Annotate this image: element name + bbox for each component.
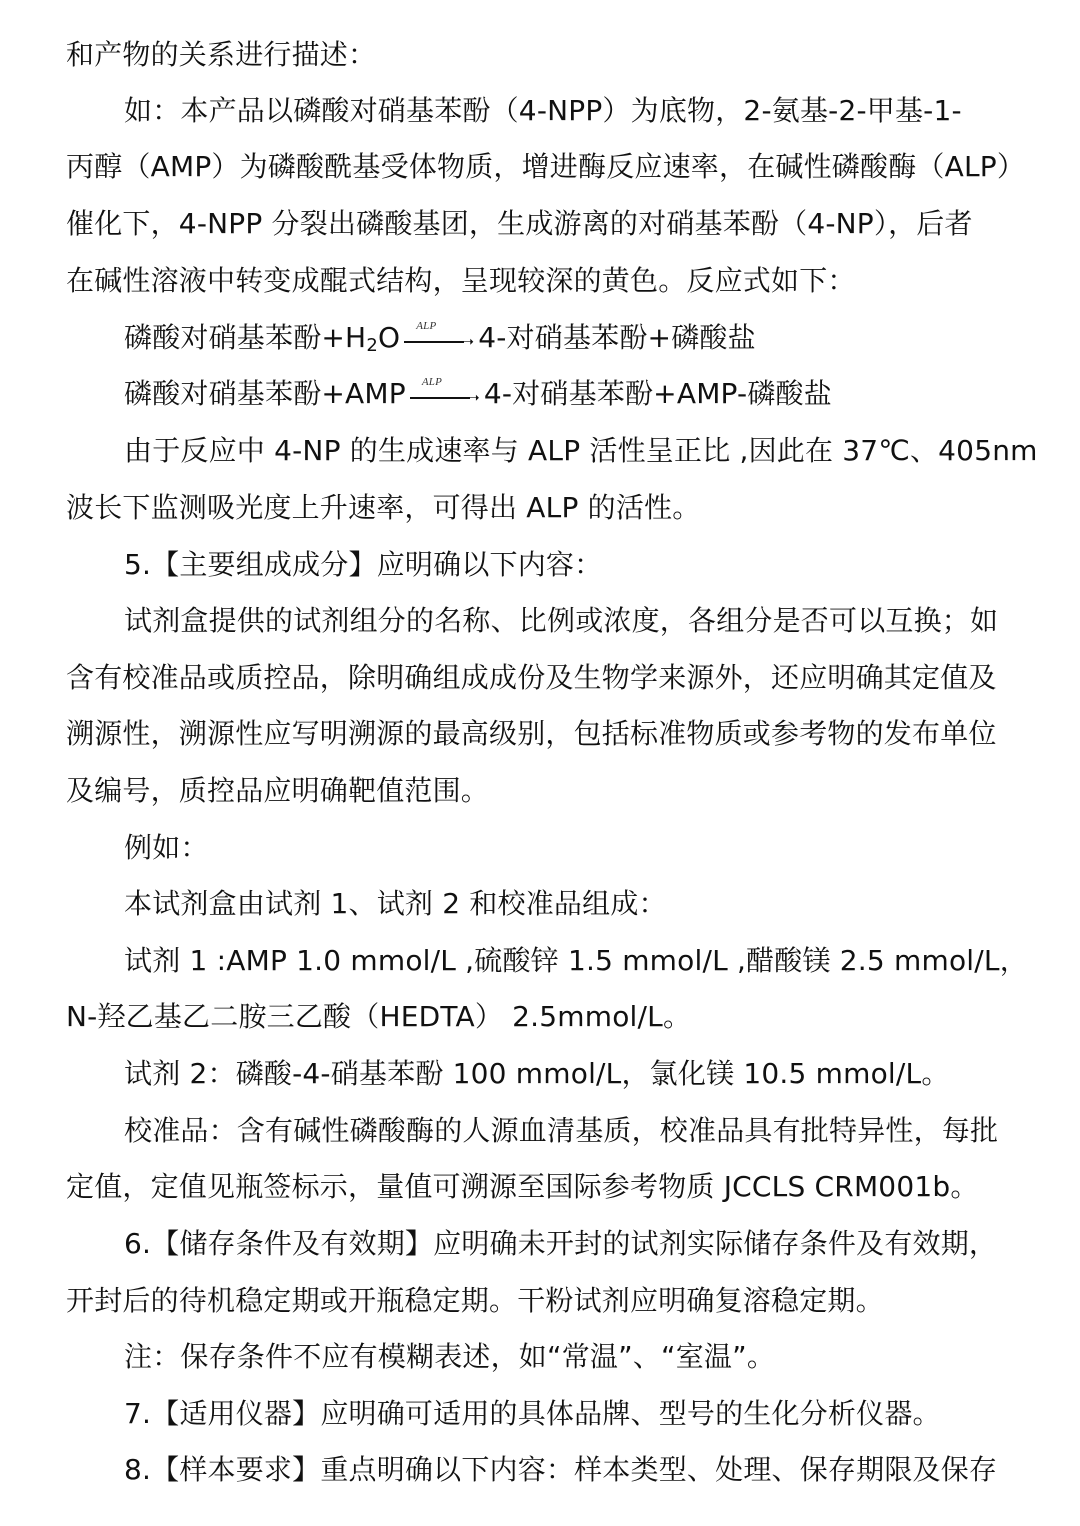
text-line: 及编号，质控品应明确靶值范围。: [66, 774, 490, 807]
catalyst-label: ALP: [416, 320, 437, 332]
reaction-arrow-icon: ALP ➝: [402, 310, 476, 366]
text-line: 如：本产品以磷酸对硝基苯酚（4-NPP）为底物，2-氨基-2-甲基-1-: [124, 94, 962, 127]
text-line: N-羟乙基乙二胺三乙酸（HEDTA） 2.5mmol/L。: [66, 1000, 692, 1033]
section-heading: 5.【主要组成成分】应明确以下内容：: [124, 548, 603, 581]
section-heading: 7.【适用仪器】应明确可适用的具体品牌、型号的生化分析仪器。: [124, 1397, 941, 1430]
text-line: 注：保存条件不应有模糊表述，如“常温”、“室温”。: [124, 1340, 776, 1373]
text-line: 溯源性，溯源性应写明溯源的最高级别，包括标准物质或参考物的发布单位: [66, 717, 997, 750]
text-line: 由于反应中 4-NP 的生成速率与 ALP 活性呈正比 ,因此在 37℃、405nm: [124, 434, 1038, 467]
text-line: 校准品：含有碱性磷酸酶的人源血清基质，校准品具有批特异性，每批: [124, 1114, 999, 1147]
text-line: 试剂 2：磷酸-4-硝基苯酚 100 mmol/L，氯化镁 10.5 mmol/L。: [124, 1057, 950, 1090]
equation-products: 4-对硝基苯酚+AMP-磷酸盐: [483, 377, 832, 410]
subscript: 2: [366, 335, 378, 356]
text-line: 试剂 1 :AMP 1.0 mmol/L ,硫酸锌 1.5 mmol/L ,醋酸镁 2.5 mmol/L，: [124, 944, 1028, 977]
text-line: 本试剂盒由试剂 1、试剂 2 和校准品组成：: [124, 887, 667, 920]
text-line: 含有校准品或质控品，除明确组成成份及生物学来源外，还应明确其定值及: [66, 661, 997, 694]
text-line: 丙醇（AMP）为磷酸酰基受体物质，增进酶反应速率，在碱性磷酸酶（ALP）: [66, 150, 1026, 183]
reaction-equation-2: [124, 366, 1016, 422]
text-line: 波长下监测吸光度上升速率，可得出 ALP 的活性。: [66, 491, 701, 524]
text-line: 和产物的关系进行描述：: [66, 38, 377, 71]
section-heading: 6.【储存条件及有效期】应明确未开封的试剂实际储存条件及有效期，: [124, 1227, 998, 1260]
text-line: 定值，定值见瓶签标示，量值可溯源至国际参考物质 JCCLS CRM001b。: [66, 1170, 979, 1203]
equation-reactants: 磷酸对硝基苯酚$+H_2O$: [124, 321, 401, 356]
reaction-arrow-icon: ALP ➝: [408, 366, 482, 422]
section-heading: 8.【样本要求】重点明确以下内容：样本类型、处理、保存期限及保存: [124, 1453, 998, 1486]
text-line: 例如：: [124, 831, 209, 864]
text-line: 开封后的待机稳定期或开瓶稳定期。干粉试剂应明确复溶稳定期。: [66, 1284, 884, 1317]
text-line: 试剂盒提供的试剂组分的名称、比例或浓度，各组分是否可以互换；如: [124, 604, 999, 637]
equation-products: 4-对硝基苯酚+磷酸盐: [478, 321, 756, 354]
reaction-equation-1: [124, 310, 1016, 366]
text-line: 催化下，4-NPP 分裂出磷酸基团，生成游离的对硝基苯酚（4-NP），后者: [66, 207, 973, 240]
equation-reactants: 磷酸对硝基苯酚+AMP: [124, 377, 406, 410]
catalyst-label: ALP: [421, 376, 443, 388]
text-line: 在碱性溶液中转变成醌式结构，呈现较深的黄色。反应式如下：: [66, 264, 856, 297]
